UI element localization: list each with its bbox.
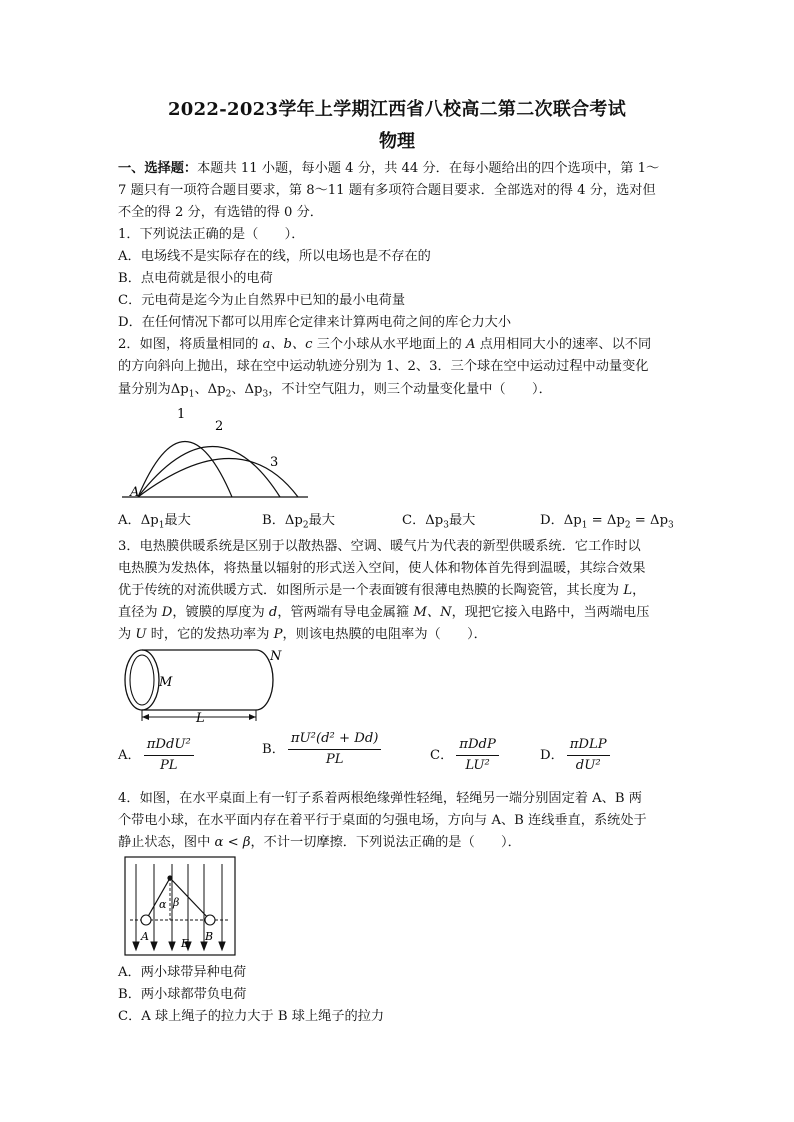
- q2-option-a: A．$\Delta p_1$最大: [118, 513, 191, 531]
- label-A: A: [130, 485, 140, 500]
- label-A: A: [141, 930, 149, 943]
- q3-line1: 3．电热膜供暖系统是区别于以散热器、空调、暖气片为代表的新型供暖系统．它工作时以: [118, 539, 641, 554]
- q2-line2: 的方向斜向上抛出，球在空中运动轨迹分别为 1、2、3．三个球在空中运动过程中动量变化: [118, 359, 649, 374]
- q3-option-b: B． $\frac{\text{πU²(d² + Dd)}}{PL}$: [262, 730, 384, 769]
- label-alpha: α: [159, 898, 167, 911]
- dim-arrow-left: [142, 714, 149, 720]
- label-L: L: [196, 711, 205, 724]
- ball-b: [205, 915, 215, 925]
- q2-option-c: C．$\Delta p_3$最大: [402, 513, 476, 531]
- q1-option-a: A．电场线不是实际存在的线，所以电场也是不存在的: [118, 249, 431, 264]
- section1-line2: 7 题只有一项符合题目要求，第 8～11 题有多项符合题目要求．全部选对的得 4 分，选对但: [118, 183, 656, 198]
- subject-title: 物理: [379, 131, 415, 152]
- tube-end-inner: [130, 655, 154, 705]
- dim-arrow-right: [249, 714, 256, 720]
- label-N: N: [270, 649, 282, 664]
- q4-option-a: A．两小球带异种电荷: [118, 965, 247, 980]
- q3-option-c: C． $\frac{\text{πDdP}}{\text{LU²}}$: [430, 736, 502, 775]
- q3-line4: 直径为 D，镀膜的厚度为 d，管两端有导电金属箍 M、N，现把它接入电路中，当两端电压: [118, 605, 650, 620]
- label-1: 1: [177, 407, 186, 422]
- q4-line1: 4．如图，在水平桌面上有一钉子系着两根绝缘弹性轻绳，轻绳另一端分别固定着 A、B 两: [118, 791, 642, 806]
- q3-option-d: D． $\frac{\text{πDLP}}{\text{dU²}}$: [540, 736, 613, 775]
- q3-tube-figure: [118, 648, 288, 724]
- q4-line2: 个带电小球，在水平面内存在着平行于桌面的匀强电场，方向与 A、B 连线垂直，系统处于: [118, 813, 647, 828]
- q2-option-b: B．$\Delta p_2$最大: [262, 513, 335, 531]
- section1-line3: 不全的得 2 分，有选错的得 0 分．: [118, 205, 323, 220]
- q1-stem: 1．下列说法正确的是（ ）．: [118, 227, 305, 242]
- exam-title: 2022-2023学年上学期江西省八校高二第二次联合考试: [167, 99, 627, 120]
- section1-heading: 一、选择题：: [118, 161, 198, 176]
- q2-trajectory-figure: [120, 404, 310, 500]
- q4-line3: 静止状态，图中 α < β，不计一切摩擦．下列说法正确的是（ ）．: [118, 835, 521, 850]
- q4-option-b: B．两小球都带负电荷: [118, 987, 247, 1002]
- label-3: 3: [270, 455, 279, 470]
- q4-option-c: C．A 球上绳子的拉力大于 B 球上绳子的拉力: [118, 1009, 385, 1024]
- label-2: 2: [215, 419, 224, 434]
- label-beta: β: [173, 896, 180, 909]
- q2-line1: 2．如图，将质量相同的 a、b、c 三个小球从水平地面上的 A 点用相同大小的速率、以不同: [118, 337, 652, 352]
- ball-a: [141, 915, 151, 925]
- q4-field-figure: [124, 856, 236, 956]
- section1-line1: 一、选择题：本题共 11 小题，每小题 4 分，共 44 分．在每小题给出的四个选项中，第 1～: [118, 161, 660, 176]
- label-M: M: [159, 675, 173, 690]
- q3-line2: 电热膜为发热体，将热量以辐射的形式送入空间，使人体和物体首先得到温暖，其综合效果: [118, 561, 646, 576]
- q1-option-c: C．元电荷是迄今为止自然界中已知的最小电荷量: [118, 293, 406, 308]
- trajectory-2: [138, 447, 280, 498]
- q3-line5: 为 U 时，它的发热功率为 P，则该电热膜的电阻率为（ ）．: [118, 627, 487, 642]
- label-E: E: [181, 937, 190, 950]
- q2-option-d: D．$\Delta p_1 = \Delta p_2 = \Delta p_3$: [540, 513, 674, 531]
- q1-option-d: D．在任何情况下都可以用库仑定律来计算两电荷之间的库仑力大小: [118, 315, 512, 330]
- nail: [167, 875, 172, 880]
- label-B: B: [205, 930, 214, 943]
- q1-option-b: B．点电荷就是很小的电荷: [118, 271, 273, 286]
- q3-line3: 优于传统的对流供暖方式．如图所示是一个表面镀有很薄电热膜的长陶瓷管，其长度为 L，: [118, 583, 646, 598]
- q3-option-a: A． $\frac{\text{πDdU²}}{PL}$: [118, 736, 197, 775]
- q2-line3: 量分别为$\Delta p_1$、$\Delta p_2$、$\Delta p_3$，不计空气阻力，则三个动量变化量中（ ）．: [118, 382, 552, 400]
